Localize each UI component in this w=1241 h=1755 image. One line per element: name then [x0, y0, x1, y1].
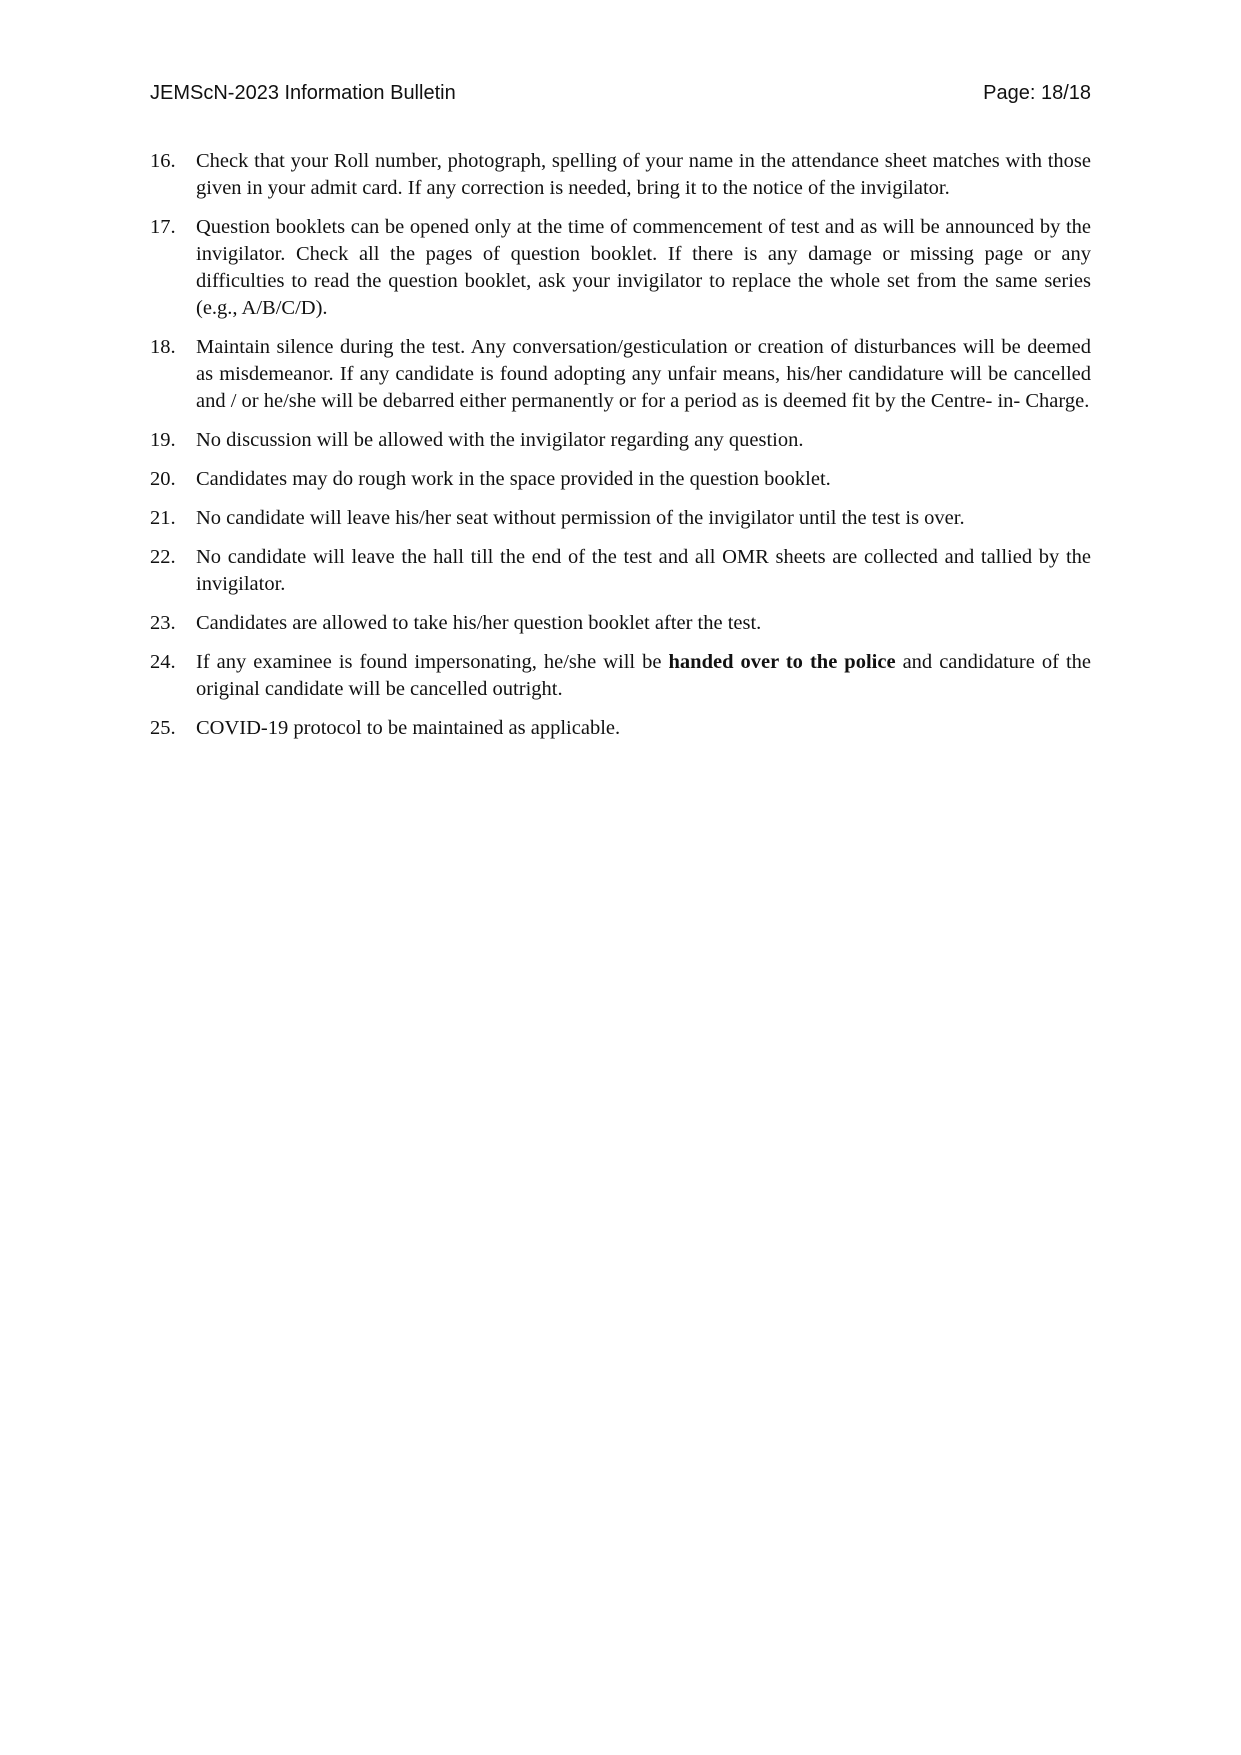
- list-item-20: [150, 466, 1091, 493]
- item-number: 23.: [150, 612, 176, 634]
- list-item-18: [150, 334, 1091, 415]
- list-item-22: [150, 544, 1091, 598]
- item-text: No candidate will leave his/her seat without permission of the invigilator until the test is over.: [196, 507, 965, 529]
- document-title: JEMScN-2023 Information Bulletin: [150, 82, 456, 104]
- document-body: [150, 148, 1091, 754]
- list-item-17: [150, 214, 1091, 322]
- page-number: Page: 18/18: [983, 82, 1091, 104]
- item-number: 20.: [150, 468, 176, 490]
- item-text-before: If any examinee is found impersonating, he/she will be: [196, 651, 669, 673]
- item-number: 18.: [150, 336, 176, 358]
- item-text: No candidate will leave the hall till the end of the test and all OMR sheets are collected and tallied by the invigilator.: [196, 546, 1091, 595]
- item-number: 19.: [150, 429, 176, 451]
- item-text: No discussion will be allowed with the invigilator regarding any question.: [196, 429, 804, 451]
- item-text-after: and candidature of the original candidate will be cancelled outright.: [196, 651, 1091, 700]
- list-item-23: [150, 610, 1091, 637]
- item-text: Question booklets can be opened only at the time of commencement of test and as will be announced by the invigilator. Check all the pages of question booklet. If there is any damage or missing page or any difficulties to read the question booklet, ask your invigilator to replace the whole set from the same series (e.g., A/B/C/D).: [196, 216, 1091, 319]
- item-text: Candidates may do rough work in the space provided in the question booklet.: [196, 468, 831, 490]
- list-item-19: [150, 427, 1091, 454]
- item-text: Maintain silence during the test. Any conversation/gesticulation or creation of disturbances will be deemed as misdemeanor. If any candidate is found adopting any unfair means, his/her candidature will be cancelled and / or he/she will be debarred either permanently or for a period as is deemed fit by the Centre- in- Charge.: [196, 336, 1091, 412]
- list-item-21: [150, 505, 1091, 532]
- item-text-bold: handed over to the police: [668, 651, 896, 673]
- item-number: 16.: [150, 150, 176, 172]
- list-item-16: [150, 148, 1091, 202]
- item-text: COVID-19 protocol to be maintained as applicable.: [196, 717, 621, 739]
- item-number: 24.: [150, 651, 176, 673]
- item-text: Check that your Roll number, photograph, spelling of your name in the attendance sheet matches with those given in your admit card. If any correction is needed, bring it to the notice of the invigilator.: [196, 150, 1091, 199]
- item-number: 22.: [150, 546, 176, 568]
- item-number: 17.: [150, 216, 176, 238]
- item-number: 21.: [150, 507, 176, 529]
- list-item-24: [150, 649, 1091, 703]
- instruction-list: [150, 148, 1091, 742]
- page-header: [150, 80, 1091, 110]
- item-number: 25.: [150, 717, 176, 739]
- list-item-25: [150, 715, 1091, 742]
- item-text: [196, 649, 1091, 703]
- item-text: Candidates are allowed to take his/her question booklet after the test.: [196, 612, 762, 634]
